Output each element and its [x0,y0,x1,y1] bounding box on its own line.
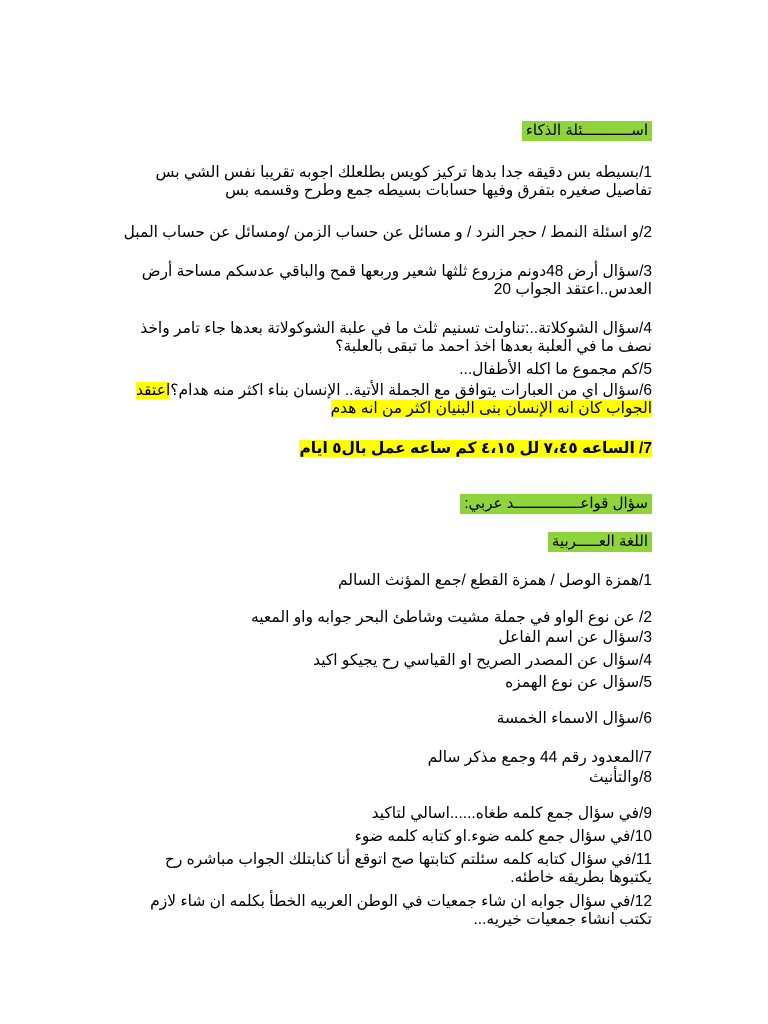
s2-item-11: 11/في سؤال كتابه كلمه سئلتم كتابتها صح اتوقع أنا كنابتلك الجواب مباشره رح يكتبوها بطريقه خاطئه. [164,851,652,886]
s2-item-7: 7/المعدود رقم 44 وجمع مذكر سالم [427,749,652,766]
s1-item-6 [118,382,652,418]
s2-item-9: 9/في سؤال جمع كلمه طغاه......اسالي لتاكيد [371,805,652,822]
s1-item-4: 4/سؤال الشوكلاتة..:تناولت تسنيم ثلث ما في علبة الشوكولاتة بعدها جاء تامر واخذ نصف ما في العلبة بعدها اخذ احمد ما تبقى بالعلبة؟ [140,320,652,355]
section2-subheading: اللغة العـــــربية [548,532,652,552]
s1-item-1: 1/بسيطه بس دقيقه جدا بدها تركيز كويس بطلعلك اجوبه تقريبا نفس الشي بس تفاصيل صغيره بتفرق وفيها حسابات بسيطه جمع وطرح وقسمه بس [155,164,652,199]
s2-item-4: 4/سؤال عن المصدر الصريح او القياسي رح يجيكو اكيد [313,652,652,669]
section1-heading-block [118,121,652,141]
section2-heading-block [118,494,652,514]
s2-item-2: 2/ عن نوع الواو في جملة مشيت وشاطئ البحر جوابه واو المعيه [250,609,652,626]
s2-item-8: 8/والتأنيث [588,769,652,786]
s1-item-6-highlight-b: الجواب كان انه الإنسان بنى البنيان اكثر من انه هدم [330,400,652,417]
section2-heading: سؤال قواعـــــــــــــــد عربي: [460,494,652,514]
s2-item-12: 12/في سؤال جوابه ان شاء جمعيات في الوطن العربيه الخطأ بكلمه ان شاء لازم تكتب انشاء جمعيات خيريه... [150,893,652,928]
section1-heading: اســـــــــــئلة الذكاء [522,121,652,141]
s1-item-2: 2/و اسئلة النمط / حجر النرد / و مسائل عن حساب الزمن /ومسائل عن حساب المبل [123,224,652,241]
s1-item-6-text: 6/سؤال اي من العبارات يتوافق مع الجملة الأتية.. الإنسان بناء اكثر منه هدام؟ [170,382,652,399]
s1-item-5: 5/كم مجموع ما اكله الأطفال... [459,361,652,378]
s1-item-7: 7/ الساعه ٧،٤٥ لل ٤،١٥ كم ساعه عمل بال٥ ايام [299,440,652,457]
s1-item-7-block [118,440,652,458]
s1-item-3: 3/سؤال أرض 48دونم مزروع ثلثها شعير وربعها قمح والباقي عدسكم مساحة أرض العدس..اعتقد الجواب 20 [141,263,652,298]
section2-subheading-block [118,532,652,552]
s2-item-10: 10/في سؤال جمع كلمه ضوء.او كتابه كلمه ضوء [354,828,652,845]
s2-item-1: 1/همزة الوصل / همزة القطع /جمع المؤنث السالم [337,572,652,589]
s2-item-5: 5/سؤال عن نوع الهمزه [505,674,652,691]
s2-item-6: 6/سؤال الاسماء الخمسة [496,710,652,727]
s1-item-6-highlight-a: اعتقد [136,382,171,399]
s2-item-3: 3/سؤال عن اسم الفاعل [498,629,652,646]
